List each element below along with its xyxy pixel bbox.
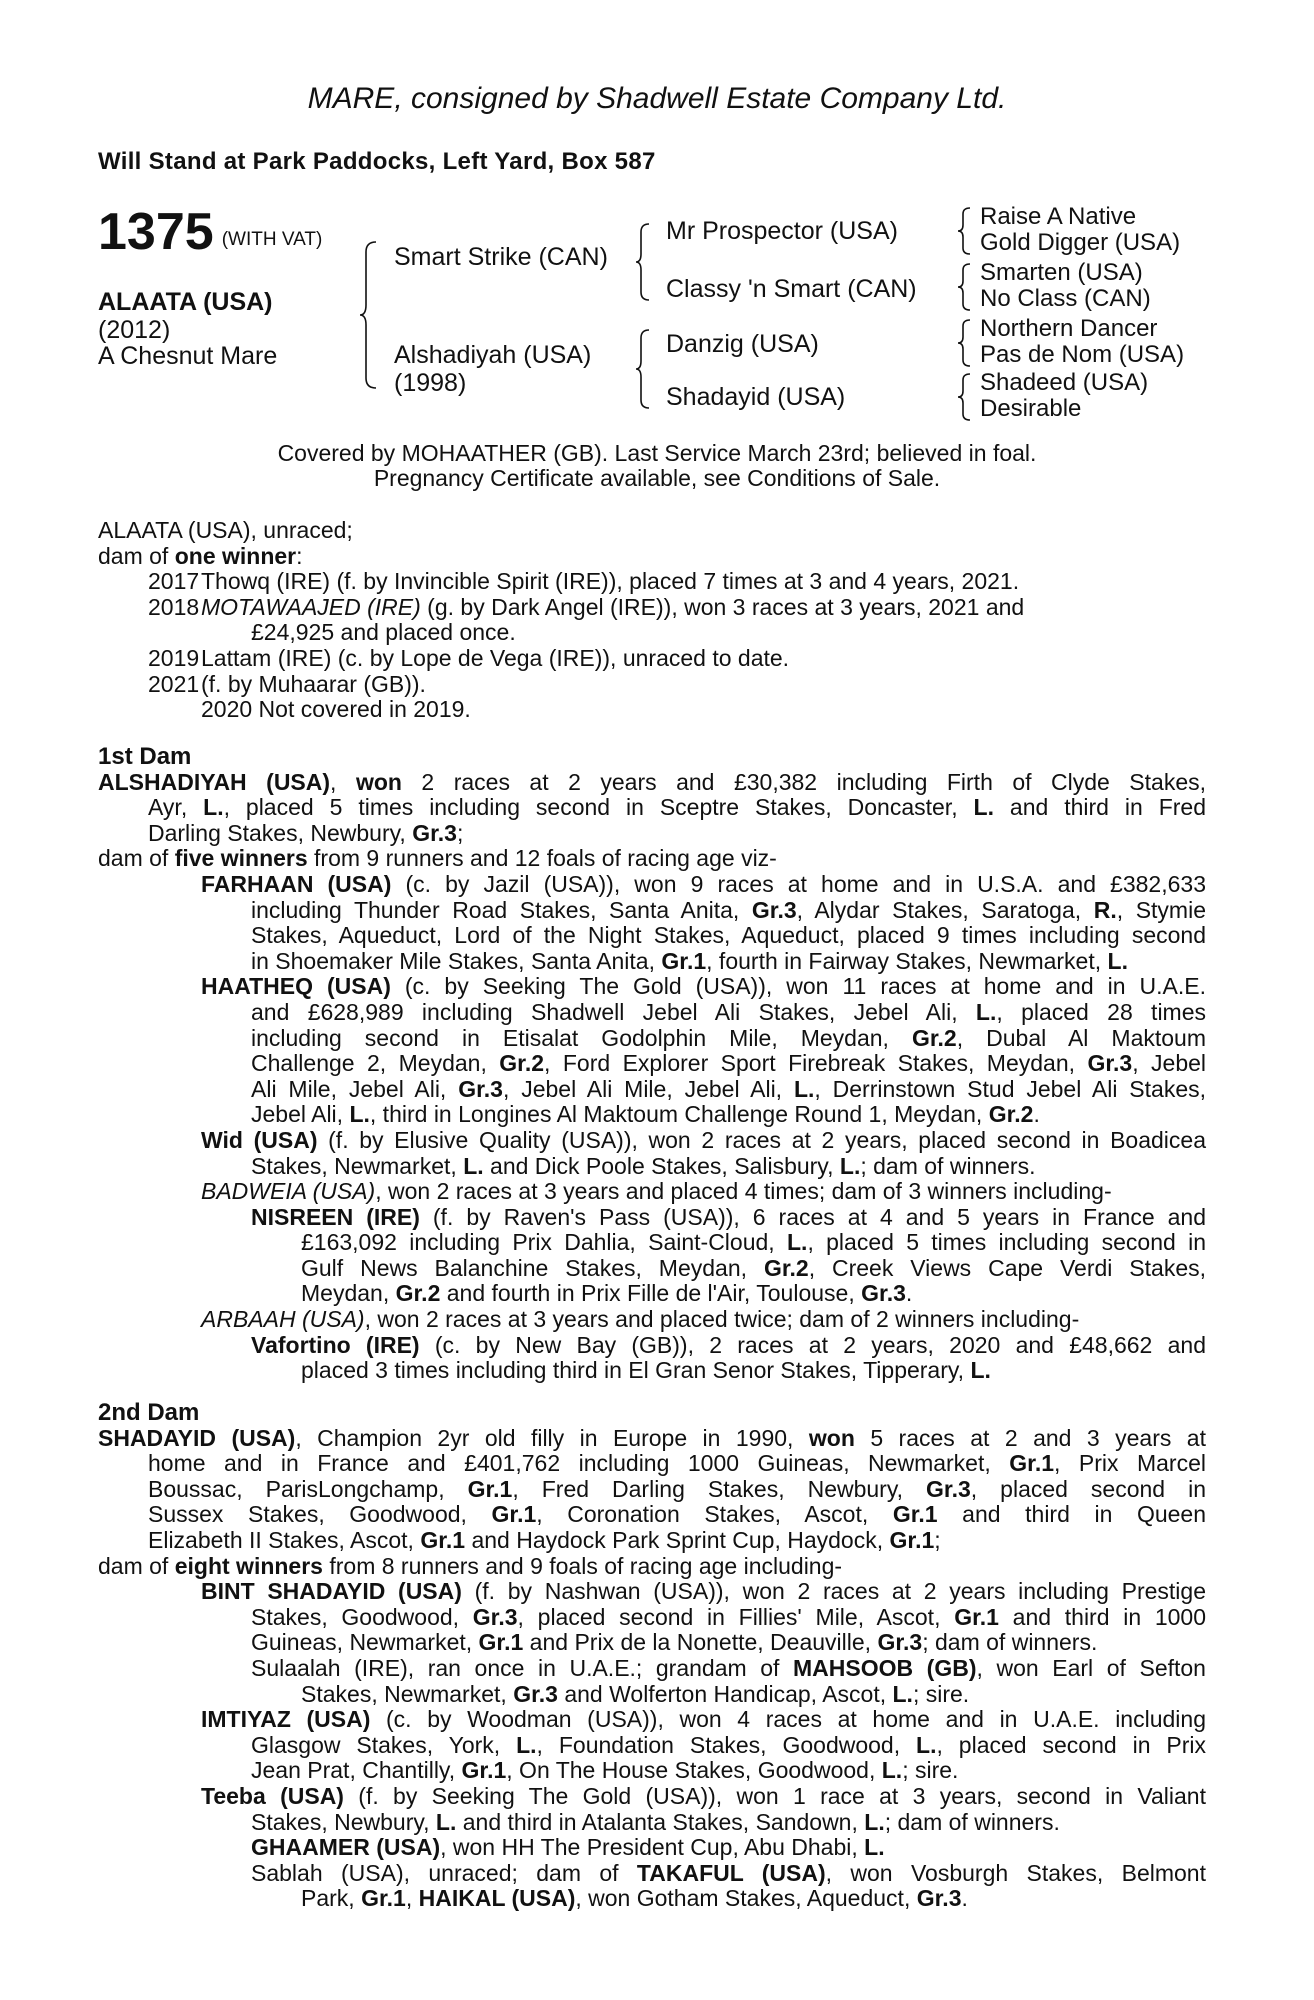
pedigree-dam-sire: Danzig (USA) xyxy=(666,330,819,358)
second-dam-line: Elizabeth II Stakes, Ascot, Gr.1 and Haydock Park Sprint Cup, Haydock, Gr.1; xyxy=(148,1526,941,1553)
first-dam-section xyxy=(98,744,1206,1384)
vafortino-entry: Vafortino (IRE) (c. by New Bay (GB)), 2 races at 2 years, 2020 and £48,662 and xyxy=(251,1331,1206,1358)
pedigree-brace-ds xyxy=(958,318,972,368)
haatheq-line: including second in Etisalat Godolphin Mile, Meydan, Gr.2, Dubal Al Maktoum xyxy=(251,1024,1207,1051)
haatheq-line: and £628,989 including Shadwell Jebel Ali Stakes, Jebel Ali, L., placed 28 times xyxy=(251,998,1206,1025)
sulaalah-entry: Sulaalah (IRE), ran once in U.A.E.; grandam of MAHSOOB (GB), won Earl of Sefton xyxy=(251,1654,1206,1681)
vat-label: (WITH VAT) xyxy=(221,229,323,250)
pedigree-sss: Raise A Native xyxy=(980,203,1137,230)
pedigree-brace-main xyxy=(360,240,380,390)
imtiyaz-line: Glasgow Stakes, York, L., Foundation Stakes, Goodwood, L., placed second in Prix xyxy=(251,1731,1207,1758)
pedigree-dss: Northern Dancer xyxy=(980,315,1158,342)
horse-description: A Chesnut Mare xyxy=(98,342,278,370)
lot-number-value: 1375 xyxy=(98,203,214,261)
ghaamer-entry: GHAAMER (USA), won HH The President Cup, Abu Dhabi, L. xyxy=(251,1834,885,1861)
teeba-entry: Teeba (USA) (f. by Seeking The Gold (USA)), won 1 race at 3 years, second in Valiant xyxy=(201,1782,1206,1809)
pedigree-dds: Shadeed (USA) xyxy=(980,369,1149,396)
haatheq-line: Jebel Ali, L., third in Longines Al Maktoum Challenge Round 1, Meydan, Gr.2. xyxy=(251,1101,1040,1128)
farhaan-line: Stakes, Aqueduct, Lord of the Night Stakes, Aqueduct, placed 9 times including second xyxy=(251,922,1206,949)
produce-row: 2017Thowq (IRE) (f. by Invincible Spirit (IRE)), placed 7 times at 3 and 4 years, 2021. xyxy=(148,568,1020,595)
pedigree-dam-year: (1998) xyxy=(394,369,467,397)
vafortino-line: placed 3 times including third in El Gran Senor Stakes, Tipperary, L. xyxy=(301,1357,991,1384)
imtiyaz-line: Jean Prat, Chantilly, Gr.1, On The House Stakes, Goodwood, L.; sire. xyxy=(251,1757,959,1784)
second-dam-line: SHADAYID (USA), Champion 2yr old filly in Europe in 1990, won 5 races at 2 and 3 years at xyxy=(98,1424,1206,1451)
nisreen-line: £163,092 including Prix Dahlia, Saint-Cloud, L., placed 5 times including second in xyxy=(301,1229,1206,1256)
haatheq-line: Ali Mile, Jebel Ali, Gr.3, Jebel Ali Mile, Jebel Ali, L., Derrinstown Stud Jebel Ali Stakes, xyxy=(251,1075,1207,1102)
first-dam-line: ALSHADIYAH (USA), won 2 races at 2 years and £30,382 including Firth of Clyde Stakes, xyxy=(98,768,1207,795)
horse-year: (2012) xyxy=(98,316,171,344)
horse-name: ALAATA (USA) xyxy=(98,288,273,316)
page-title: MARE, consigned by Shadwell Estate Company Ltd. xyxy=(307,82,1007,115)
wid-entry: Wid (USA) (f. by Elusive Quality (USA)), won 2 races at 2 years, placed second in Boadicea xyxy=(201,1126,1206,1153)
pedigree-brace-sd xyxy=(958,262,972,312)
pedigree-sdd: No Class (CAN) xyxy=(980,285,1151,312)
nisreen-line: Meydan, Gr.2 and fourth in Prix Fille de l'Air, Toulouse, Gr.3. xyxy=(301,1280,913,1307)
haatheq-entry: HAATHEQ (USA) (c. by Seeking The Gold (USA)), won 11 races at home and in U.A.E. xyxy=(201,973,1206,1000)
second-dam-dam-of: dam of eight winners from 8 runners and 9 foals of racing age including- xyxy=(98,1552,843,1579)
covered-line-2: Pregnancy Certificate available, see Conditions of Sale. xyxy=(373,465,941,491)
second-dam-line: Boussac, ParisLongchamp, Gr.1, Fred Darling Stakes, Newbury, Gr.3, placed second in xyxy=(148,1475,1206,1502)
nisreen-entry: NISREEN (IRE) (f. by Raven's Pass (USA)), 6 races at 4 and 5 years in France and xyxy=(251,1203,1206,1230)
bint-shadayid-line: Guineas, Newmarket, Gr.1 and Prix de la Nonette, Deauville, Gr.3; dam of winners. xyxy=(251,1629,1098,1656)
wid-line: Stakes, Newmarket, L. and Dick Poole Stakes, Salisbury, L.; dam of winners. xyxy=(251,1152,1036,1179)
first-dam-line: Darling Stakes, Newbury, Gr.3; xyxy=(148,819,464,846)
farhaan-entry: FARHAAN (USA) (c. by Jazil (USA)), won 9 races at home and in U.S.A. and £382,633 xyxy=(201,870,1206,897)
pedigree-dam-dam: Shadayid (USA) xyxy=(666,383,846,411)
pedigree-sire: Smart Strike (CAN) xyxy=(394,243,608,271)
pedigree-brace-sire xyxy=(636,222,652,302)
bint-shadayid-entry: BINT SHADAYID (USA) (f. by Nashwan (USA)), won 2 races at 2 years including Prestige xyxy=(201,1578,1207,1605)
produce-intro: ALAATA (USA), unraced; xyxy=(98,517,353,543)
produce-row: 2019Lattam (IRE) (c. by Lope de Vega (IRE)), unraced to date. xyxy=(148,644,790,671)
pedigree-brace-ss xyxy=(958,206,972,256)
nisreen-line: Gulf News Balanchine Stakes, Meydan, Gr.2, Creek Views Cape Verdi Stakes, xyxy=(301,1254,1206,1281)
pedigree-brace-dam xyxy=(636,328,652,410)
lot-number xyxy=(98,204,322,272)
produce-dam-of: dam of one winner: xyxy=(98,542,303,569)
produce-row: 2021(f. by Muhaarar (GB)). xyxy=(148,670,426,697)
first-dam-heading: 1st Dam xyxy=(98,743,192,770)
sablah-line: Park, Gr.1, HAIKAL (USA), won Gotham Stakes, Aqueduct, Gr.3. xyxy=(301,1885,968,1912)
pedigree-sire-dam: Classy 'n Smart (CAN) xyxy=(666,275,917,303)
bint-shadayid-line: Stakes, Goodwood, Gr.3, placed second in Fillies' Mile, Ascot, Gr.1 and third in 1000 xyxy=(251,1603,1207,1630)
haatheq-line: Challenge 2, Meydan, Gr.2, Ford Explorer Sport Firebreak Stakes, Meydan, Gr.3, Jebel xyxy=(251,1050,1207,1077)
pedigree-ddd: Desirable xyxy=(980,395,1082,422)
produce-note: 2020 Not covered in 2019. xyxy=(201,696,471,723)
arbaah-entry: ARBAAH (USA), won 2 races at 3 years and placed twice; dam of 2 winners including- xyxy=(201,1306,1080,1333)
sulaalah-line: Stakes, Newmarket, Gr.3 and Wolferton Handicap, Ascot, L.; sire. xyxy=(301,1680,970,1707)
pedigree-sire-sire: Mr Prospector (USA) xyxy=(666,217,898,245)
pedigree-dsd: Pas de Nom (USA) xyxy=(980,341,1185,368)
pedigree-brace-dd xyxy=(958,372,972,422)
second-dam-line: home and in France and £401,762 including 1000 Guineas, Newmarket, Gr.1, Prix Marcel xyxy=(148,1450,1206,1477)
covered-line-1: Covered by MOHAATHER (GB). Last Service March 23rd; believed in foal. xyxy=(277,440,1037,466)
produce-row-cont: £24,925 and placed once. xyxy=(251,619,516,646)
farhaan-line: in Shoemaker Mile Stakes, Santa Anita, Gr.1, fourth in Fairway Stakes, Newmarket, L. xyxy=(251,947,1128,974)
second-dam-line: Sussex Stakes, Goodwood, Gr.1, Coronation Stakes, Ascot, Gr.1 and third in Queen xyxy=(148,1501,1206,1528)
farhaan-line: including Thunder Road Stakes, Santa Anita, Gr.3, Alydar Stakes, Saratoga, R., Stymie xyxy=(251,896,1206,923)
stand-location: Will Stand at Park Paddocks, Left Yard, Box 587 xyxy=(98,148,656,175)
badweia-entry: BADWEIA (USA), won 2 races at 3 years and placed 4 times; dam of 3 winners including- xyxy=(201,1178,1112,1205)
pedigree-ssd: Gold Digger (USA) xyxy=(980,229,1181,256)
first-dam-line: Ayr, L., placed 5 times including second in Sceptre Stakes, Doncaster, L. and third in Fred xyxy=(148,794,1206,821)
teeba-line: Stakes, Newbury, L. and third in Atalanta Stakes, Sandown, L.; dam of winners. xyxy=(251,1808,1060,1835)
first-dam-dam-of: dam of five winners from 9 runners and 12 foals of racing age viz- xyxy=(98,845,777,872)
imtiyaz-entry: IMTIYAZ (USA) (c. by Woodman (USA)), won 4 races at home and in U.A.E. including xyxy=(201,1706,1206,1733)
second-dam-section xyxy=(98,1400,1206,1912)
pedigree-sds: Smarten (USA) xyxy=(980,259,1143,286)
produce-record xyxy=(98,518,1206,723)
produce-row: 2018MOTAWAAJED (IRE) (g. by Dark Angel (IRE)), won 3 races at 3 years, 2021 and xyxy=(148,593,1025,620)
sablah-entry: Sablah (USA), unraced; dam of TAKAFUL (USA), won Vosburgh Stakes, Belmont xyxy=(251,1859,1206,1886)
second-dam-heading: 2nd Dam xyxy=(98,1399,200,1426)
pedigree-dam: Alshadiyah (USA) xyxy=(394,341,592,369)
